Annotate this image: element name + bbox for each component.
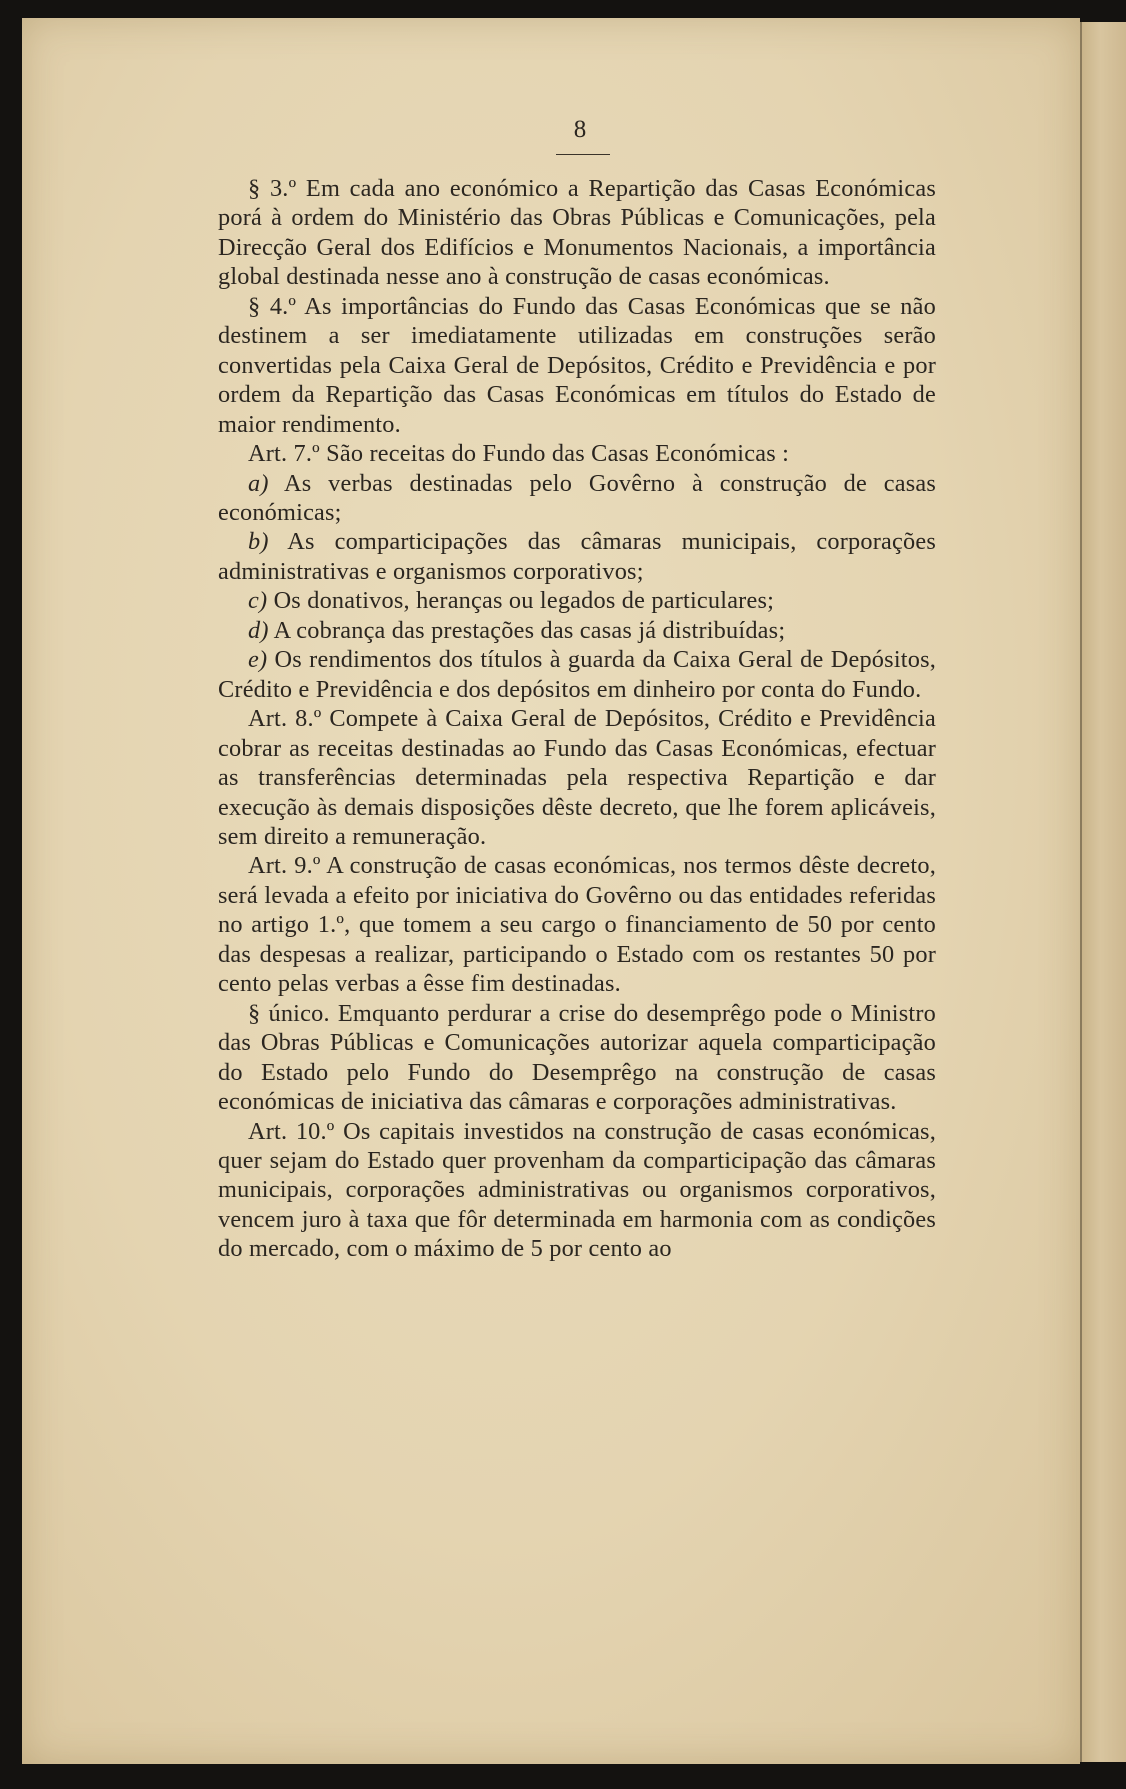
list-item-d [218, 616, 936, 645]
list-item-letter: c) [248, 587, 268, 615]
list-item-letter: a) [248, 469, 269, 497]
list-item-a [218, 469, 936, 528]
list-item-c [218, 586, 936, 615]
list-item-text: As comparticipações das câmaras municipais, corporações administrativas e organismos corporativos; [218, 528, 936, 585]
list-item-b [218, 527, 936, 586]
paragraph-article-9: Art. 9.º A construção de casas económicas, nos termos dêste decreto, será levada a efeito por iniciativa do Govêrno ou das entidades referidas no artigo 1.º, que tomem a seu cargo o financiamento de 50 por cento das despesas a realizar, participando o Estado com os restantes 50 por cento pelas verbas a êsse fim destinadas. [218, 852, 936, 998]
list-item-letter: d) [248, 616, 269, 644]
list-item-letter: b) [248, 528, 269, 556]
body-text [218, 174, 936, 1264]
paragraph-article-8: Art. 8.º Compete à Caixa Geral de Depósitos, Crédito e Previdência cobrar as receitas destinadas ao Fundo das Casas Económicas, efectuar as transferências determinadas pela respectiva Repartição e dar execução às demais disposições dêste decreto, que lhe forem aplicáveis, sem direito a remuneração. [218, 705, 936, 850]
list-item-text: A cobrança das prestações das casas já distribuídas; [273, 616, 786, 644]
paragraph-section-4: § 4.º As importâncias do Fundo das Casas Económicas que se não destinem a ser imediatamente utilizadas em construções serão convertidas pela Caixa Geral de Depósitos, Crédito e Previdência e por ordem da Repartição das Casas Económicas em títulos do Estado de maior rendimento. [218, 292, 936, 438]
paragraph-article-10: Art. 10.º Os capitais investidos na construção de casas económicas, quer sejam do Estado quer provenham da comparticipação das câmaras municipais, corporações administrativas ou organismos corporativos, vencem juro à taxa que fôr determinada em harmonia com as condições do mercado, com o máximo de 5 por cento ao [218, 1117, 936, 1263]
paragraph-section-3: § 3.º Em cada ano económico a Repartição das Casas Económicas porá à ordem do Ministério das Obras Públicas e Comunicações, pela Direcção Geral dos Edifícios e Monumentos Nacionais, a importância global destinada nesse ano à construção de casas económicas. [218, 175, 936, 291]
list-item-text: Os donativos, heranças ou legados de particulares; [273, 587, 775, 615]
paragraph-article-7: Art. 7.º São receitas do Fundo das Casas Económicas : [248, 440, 790, 468]
page-number-rule [556, 154, 610, 155]
list-item-e [218, 645, 936, 704]
list-item-text: Os rendimentos dos títulos à guarda da Caixa Geral de Depósitos, Crédito e Previdência e dos depósitos em dinheiro por conta do Fundo. [218, 646, 936, 703]
page-number: 8 [573, 116, 587, 143]
list-item-text: As verbas destinadas pelo Govêrno à construção de casas económicas; [218, 469, 936, 526]
paragraph-section-unico: § único. Emquanto perdurar a crise do desemprêgo pode o Ministro das Obras Públicas e Comunicações autorizar aquela comparticipação do Estado pelo Fundo do Desemprêgo na construção de casas económicas de iniciativa das câmaras e corporações administrativas. [218, 999, 936, 1116]
list-item-letter: e) [248, 646, 268, 674]
adjacent-page-edge [1080, 22, 1126, 1762]
